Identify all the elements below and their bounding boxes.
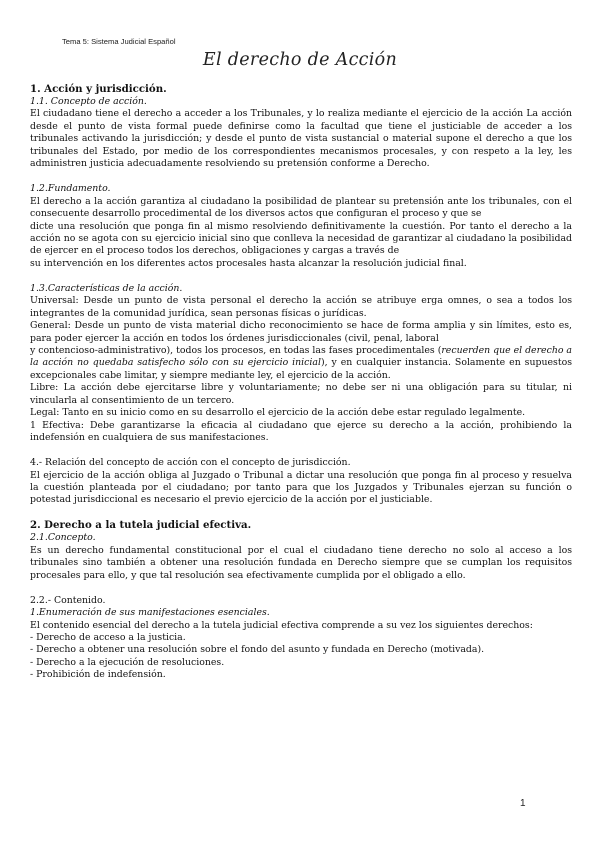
characteristic-universal: Universal: Desde un punto de vista personal el derecho la acción se atribuye erga omnes, o sea a todos los integrantes de la comunidad jurídica, sean personas físicas o jurídicas. [30, 295, 572, 319]
general-text-1: y contencioso-administrativo), todos los procesos, en todas las fases procedimentales ( [30, 345, 442, 357]
page-header: Tema 5: Sistema Judicial Español [62, 37, 176, 46]
section-1-2-paragraph-a: El derecho a la acción garantiza al ciudadano la posibilidad de plantear su pretensión ante los tribunales, con el consecuente desarrollo procedimental de los diversos actos que configuran el proceso y que se [30, 195, 572, 220]
section-1-3-heading: 1.3.Características de la acción. [30, 282, 183, 294]
section-1-heading: 1. Acción y jurisdicción. [30, 83, 167, 95]
section-1-2-heading: 1.2.Fundamento. [30, 183, 111, 195]
list-item: - Derecho a obtener una resolución sobre el fondo del asunto y fundada en Derecho (motivada). [30, 644, 485, 656]
list-item: - Derecho a la ejecución de resoluciones. [30, 656, 225, 668]
list-item: - Prohibición de indefensión. [30, 669, 166, 681]
document-title: El derecho de Acción [202, 50, 398, 70]
characteristic-legal: Legal: Tanto en su inicio como en su desarrollo el ejercicio de la acción debe estar regulado legalmente. [30, 407, 526, 419]
characteristic-general-a: General: Desde un punto de vista material dicho reconocimiento se hace de forma amplia y sin límites, esto es, para poder ejercer la acción en todos los órdenes jurisdiccionales (civil, penal, laboral [30, 320, 572, 344]
list-item: - Derecho de acceso a la justicia. [30, 631, 186, 643]
section-1-4-paragraph: El ejercicio de la acción obliga al Juzgado o Tribunal a dictar una resolución que ponga fin al proceso y resuelva la cuestión planteada por el ciudadano; por tanto para que los Juzgados y Tribunales ejerzan su función o potestad jurisdiccional es necesario el previo ejercicio de la acción por el justiciable. [30, 469, 572, 506]
section-2-2-paragraph: El contenido esencial del derecho a la tutela judicial efectiva comprende a su vez los siguientes derechos: [30, 619, 533, 631]
section-1-1-paragraph: El ciudadano tiene el derecho a acceder a los Tribunales, y lo realiza mediante el ejercicio de la acción La acción desde el punto de vista formal puede definirse como la facultad que tiene el justiciable de acceder a los tribunales activando la jurisdicción; y desde el punto de vista sustancial o material supone el derecho a que los tribunales del Estado, por medio de los correspondientes mecanismos procesales, y con respeto a la ley, les administren justicia adecuadamente resolviendo su pretensión conforme a Derecho. [30, 108, 572, 170]
characteristic-general-b [30, 345, 572, 382]
section-2-heading: 2. Derecho a la tutela judicial efectiva. [30, 519, 252, 532]
general-text-2: ), y en cualquier instancia. Solamente en supuestos excepcionales cabe limitar, y siempre mediante ley, el ejercicio de la acción. [30, 357, 572, 381]
document-body [30, 83, 572, 682]
section-2-1-paragraph: Es un derecho fundamental constitucional por el cual el ciudadano tiene derecho no solo al acceso a los tribunales sino también a obtener una resolución fundada en Derecho siempre que se cumplan los requisitos procesales para ello, y que tal resolución sea efectivamente cumplida por el obligado a ello. [30, 544, 572, 581]
section-1-2-paragraph-b: dicte una resolución que ponga fin al mismo resolviendo definitivamente la cuestión. Por tanto el derecho a la acción no se agota con su ejercicio inicial sino que conlleva la necesidad de garantizar al ciudadano la posibilidad de ejercer en el proceso todos los derechos, obligaciones y cargas a través de [30, 220, 572, 257]
section-1-1-heading: 1.1. Concepto de acción. [30, 96, 147, 107]
section-1-2-paragraph-c: su intervención en los diferentes actos procesales hasta alcanzar la resolución judicial final. [30, 257, 467, 269]
section-2-2-subheading: 1.Enumeración de sus manifestaciones esenciales. [30, 607, 270, 619]
section-2-1-heading: 2.1.Concepto. [30, 532, 96, 544]
page-number: 1 [520, 798, 526, 809]
section-1-4-heading: 4.- Relación del concepto de acción con el concepto de jurisdicción. [30, 457, 351, 469]
section-2-2-heading: 2.2.- Contenido. [30, 594, 106, 606]
characteristic-libre: Libre: La acción debe ejercitarse libre y voluntariamente; no debe ser ni una obligación para su titular, ni vincularla al consentimiento de un tercero. [30, 382, 572, 406]
general-italic-note: recuerden que el derecho a la acción no quedaba satisfecho sólo con su ejercicio inicial [30, 345, 573, 369]
characteristic-efectiva: 1 Efectiva: Debe garantizarse la eficacia al ciudadano que ejerce su derecho a la acción, prohibiendo la indefensión en cualquiera de sus manifestaciones. [30, 419, 572, 444]
